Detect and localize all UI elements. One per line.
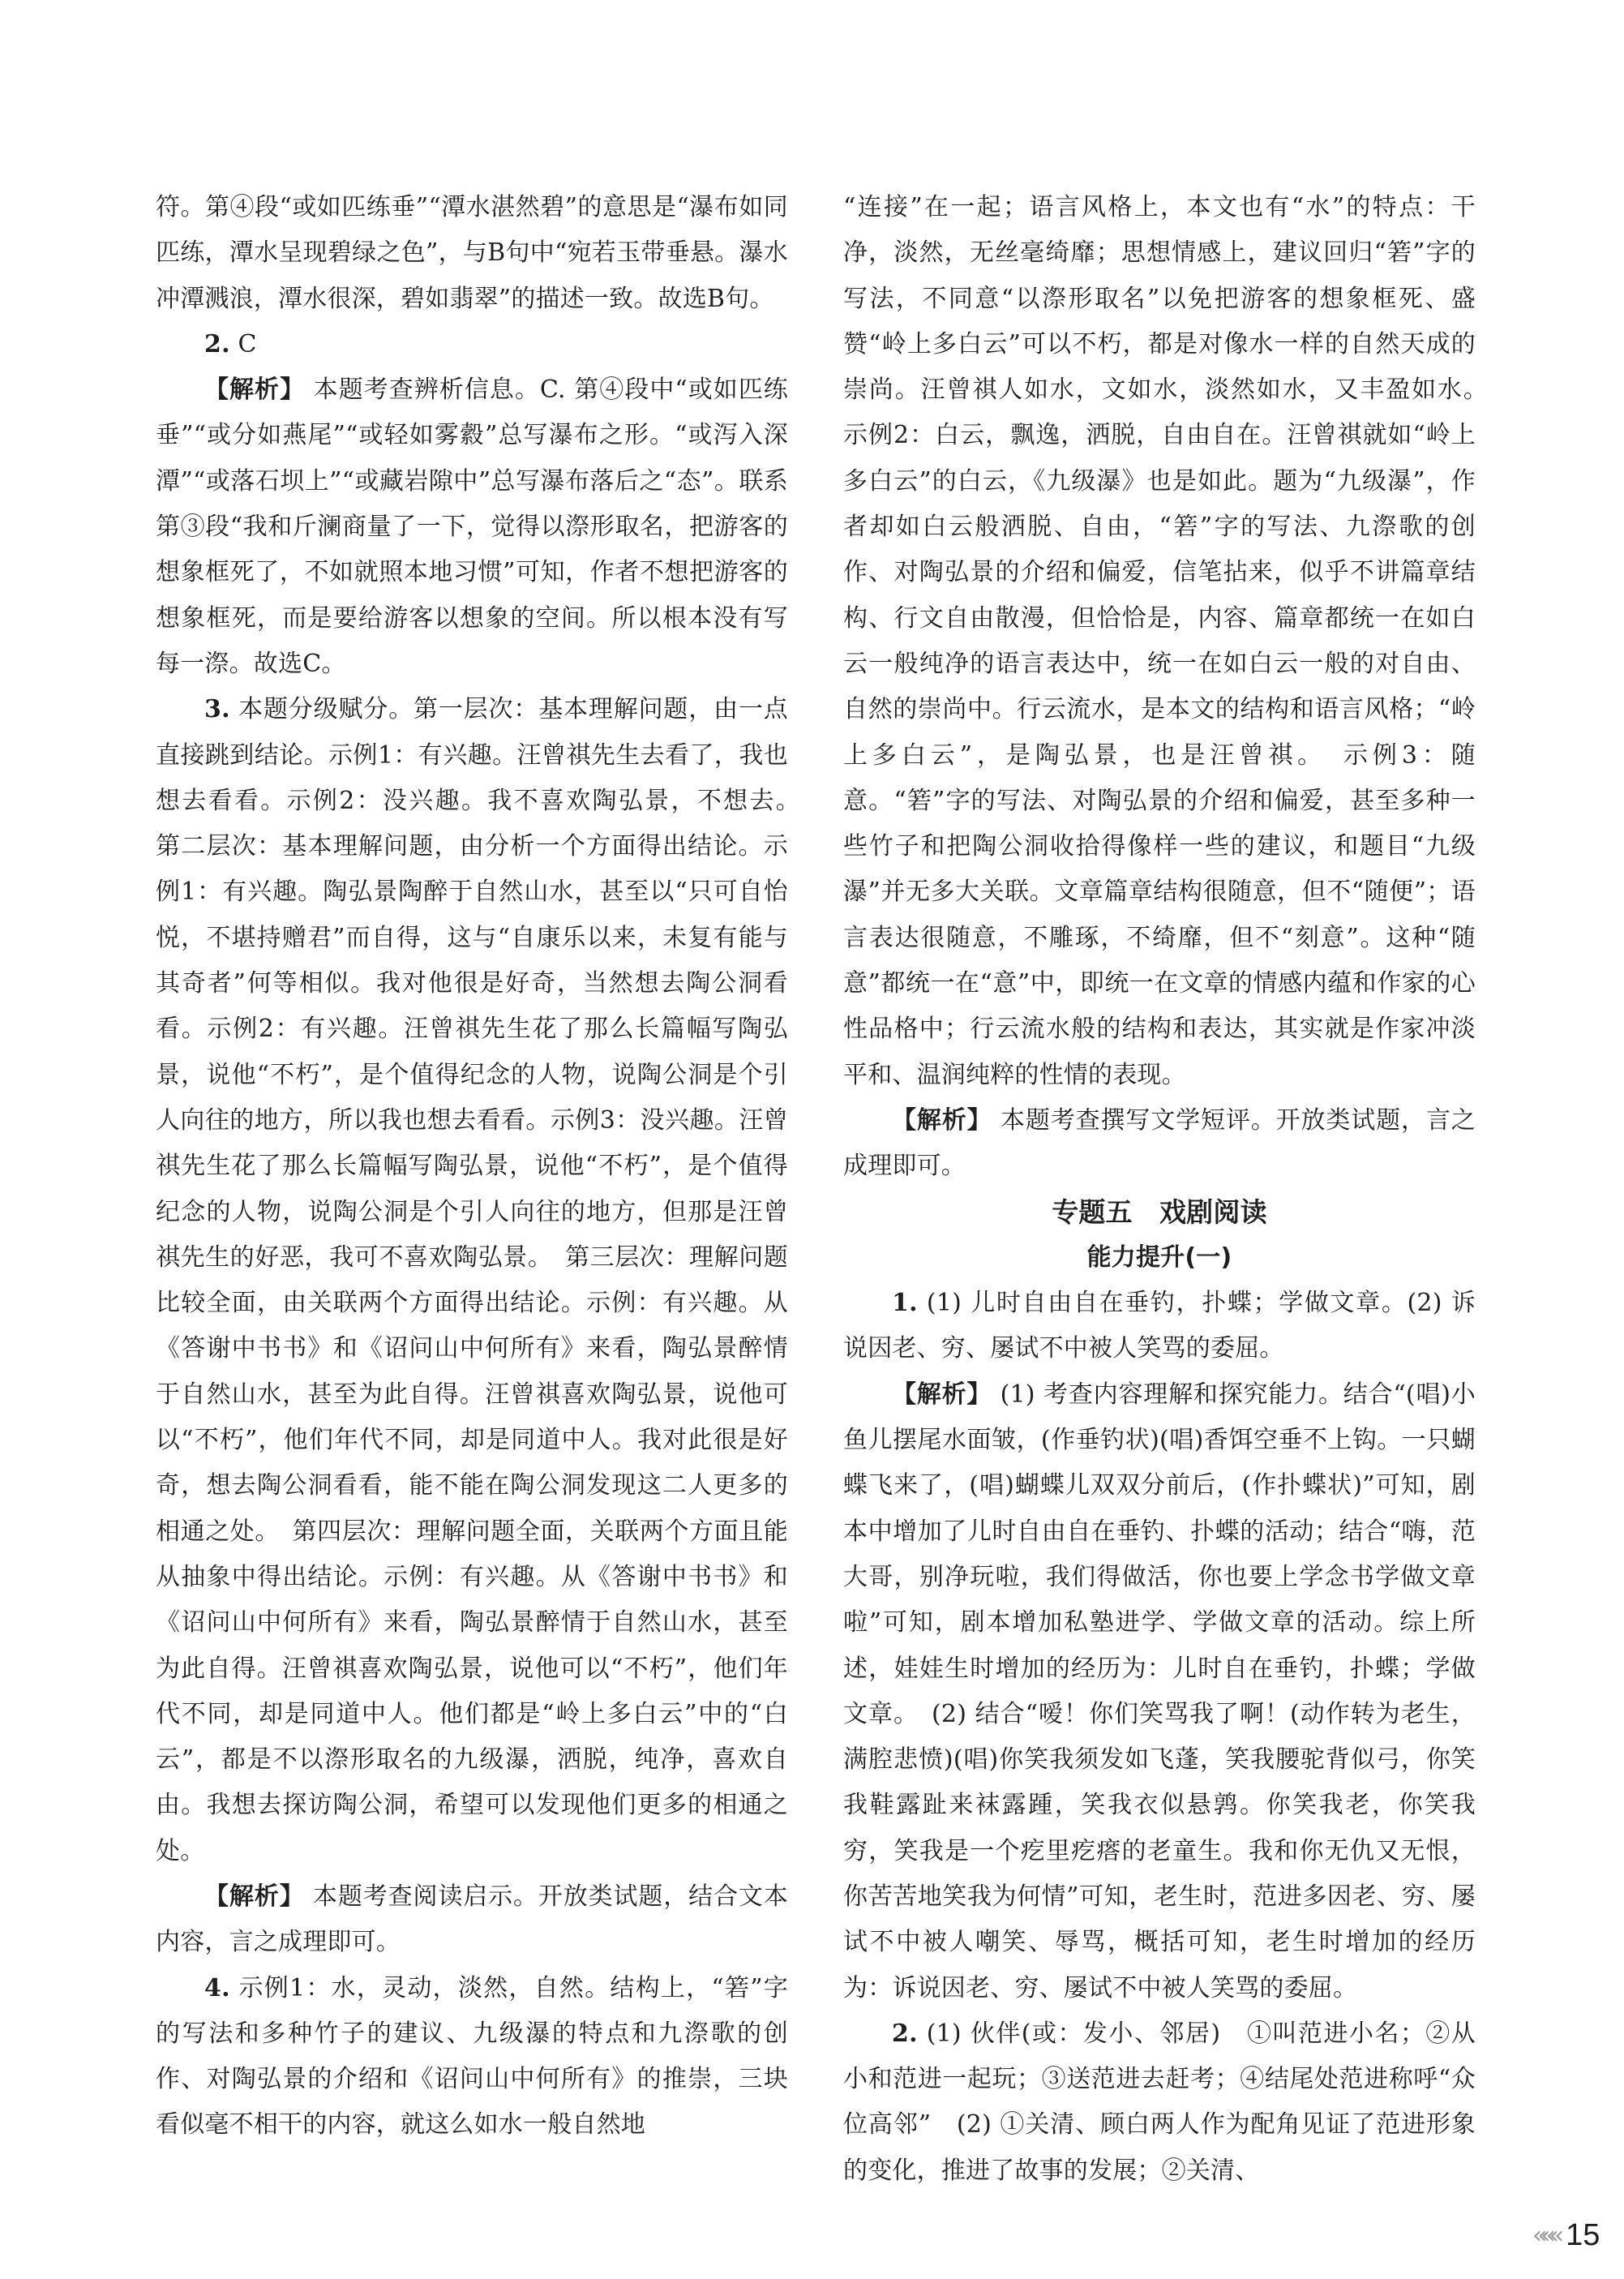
paragraph: 符。第④段“或如匹练垂”“潭水湛然碧”的意思是“瀑布如同匹练，潭水呈现碧绿之色”，与B句中“宛若玉带垂悬。瀑水冲潭溅浪，潭水很深，碧如翡翠”的描述一致。故选B句。 [156,193,788,313]
question-number: 3. [204,695,230,724]
answer-text: 本题分级赋分。第一层次：基本理解问题，由一点直接跳到结论。示例1：有兴趣。汪曾祺先生去看了，我也想去看看。示例2：没兴趣。我不喜欢陶弘景，不想去。 第二层次：基本理解问题，由分析一个方面得出结论。示例1：有兴趣。陶弘景陶醉于自然山水，甚至以“只可自怡悦，不堪持赠君”而自得，这与“自康乐以来，未复有能与其奇者”何等相似。我对他很是好奇，当然想去陶公洞看看。示例2：有兴趣。汪曾祺先生花了那么长篇幅写陶弘景，说他“不朽”，是个值得纪念的人物，说陶公洞是个引人向往的地方，所以我也想去看看。示例3：没兴趣。汪曾祺先生花了那么长篇幅写陶弘景，说他“不朽”，是个值得纪念的人物，说陶公洞是个引人向往的地方，但那是汪曾祺先生的好恶，我可不喜欢陶弘景。 第三层次：理解问题比较全面，由关联两个方面得出结论。示例：有兴趣。从《答谢中书书》和《诏问山中何所有》来看，陶弘景醉情于自然山水，甚至为此自得。汪曾祺喜欢陶弘景，说他可以“不朽”，他们年代不同，却是同道中人。我对此很是好奇，想去陶公洞看看，能不能在陶公洞发现这二人更多的相通之处。 第四层次：理解问题全面，关联两个方面且能从抽象中得出结论。示例：有兴趣。从《答谢中书书》和《诏问山中何所有》来看，陶弘景醉情于自然山水，甚至为此自得。汪曾祺喜欢陶弘景，说他可以“不朽”，他们年代不同，却是同道中人。他们都是“岭上多白云”中的“白云”，都是不以漈形取名的九级瀑，洒脱，纯净，喜欢自由。我想去探访陶公洞，希望可以发现他们更多的相通之处。 [156,695,813,1865]
analysis-text: 本题考查撰写文学短评。开放类试题，言之成理即可。 [843,1105,1476,1181]
analysis-text: 本题考查阅读启示。开放类试题，结合文本内容，言之成理即可。 [156,1882,788,1957]
analysis-3 [156,1874,788,1966]
answer-text: 示例1：水，灵动，淡然，自然。结构上，“箬”字的写法和多种竹子的建议、九级瀑的特点和九漈歌的创作、对陶弘景的介绍和《诏问山中何所有》的推崇，三块看似毫不相干的内容，就这么如水一般自然地 [156,1973,788,2140]
question-number: 2. [892,2019,918,2048]
analysis-4 [843,1098,1476,1190]
double-chevron-left-icon: ««« [1532,2221,1558,2250]
answer-4 [156,1966,788,2148]
answer-text: C [229,329,257,358]
section-title: 专题五 戏剧阅读 [1052,1195,1267,1228]
right-column [843,185,1501,2194]
analysis-tag: 【解析】 [892,1380,992,1409]
paragraph: “连接”在一起；语言风格上，本文也有“水”的特点：干净，淡然，无丝毫绮靡；思想情感上，建议回归“箬”字的写法，不同意“以漈形取名”以免把游客的想象框死、盛赞“岭上多白云”可以不朽，都是对像水一样的自然天成的崇尚。汪曾祺人如水，文如水，淡然如水，又丰盈如水。 示例2：白云，飘逸，洒脱，自由自在。汪曾祺就如“岭上多白云”的白云，《九级瀑》也是如此。题为“九级瀑”，作者却如白云般洒脱、自由，“箬”字的写法、九漈歌的创作、对陶弘景的介绍和偏爱，信笔拈来，似乎不讲篇章结构、行文自由散漫，但恰恰是，内容、篇章都统一在如白云一般纯净的语言表达中，统一在如白云一般的对自由、自然的崇尚中。行云流水，是本文的结构和语言风格；“岭上多白云”，是陶弘景，也是汪曾祺。 示例3：随意。“箬”字的写法、对陶弘景的介绍和偏爱，甚至多种一些竹子和把陶公洞收拾得像样一些的建议，和题目“九级瀑”并无多大关联。文章篇章结构很随意，但不“随便”；语言表达很随意，不雕琢，不绮靡，但不“刻意”。这种“随意”都统一在“意”中，即统一在文章的情感内蕴和作家的心性品格中；行云流水般的结构和表达，其实就是作家冲淡平和、温润纯粹的性情的表现。 [843,193,1501,1089]
analysis-2 [156,367,788,687]
analysis-tag: 【解析】 [892,1105,992,1135]
analysis-text: 本题考查辨析信息。C. 第④段中“或如匹练垂”“或分如燕尾”“或轻如雾縠”总写瀑布之形。“或泻入深潭”“或落石坝上”“或藏岩隙中”总写瀑布落后之“态”。联系第③段“我和斤澜商量了一下，觉得以漈形取名，把游客的想象框死了，不如就照本地习惯”可知，作者不想把游客的想象框死，而是要给游客以想象的空间。所以根本没有写每一漈。故选C。 [156,376,788,678]
question-number: 1. [892,1289,918,1318]
section-subtitle: 能力提升(一) [1086,1243,1232,1272]
answer-3 [156,687,813,1874]
answer-text: (1) 儿时自由自在垂钓，扑蝶；学做文章。(2) 诉说因老、穷、屡试不中被人笑骂的委屈。 [843,1289,1476,1363]
question-number: 2. [204,329,230,358]
answer-1 [843,1281,1476,1372]
question-number: 4. [204,1973,230,2002]
analysis-1 [843,1372,1476,2011]
analysis-tag: 【解析】 [204,1882,305,1911]
answer-2b [843,2011,1476,2194]
analysis-text: (1) 考查内容理解和探究能力。结合“(唱)小鱼儿摆尾水面皱，(作垂钓状)(唱)香饵空垂不上钩。一只蝴蝶飞来了，(唱)蝴蝶儿双双分前后，(作扑蝶状)”可知，剧本中增加了儿时自由自在垂钓、扑蝶的活动；结合“嗨，范大哥，别净玩啦，我们得做活，你也要上学念书学做文章啦”可知，剧本增加私塾进学、学做文章的活动。综上所述，娃娃生时增加的经历为：儿时自在垂钓，扑蝶；学做文章。 (2) 结合“嗳！你们笑骂我了啊！(动作转为老生，满腔悲愤)(唱)你笑我须发如飞蓬，笑我腰驼背似弓，你笑我鞋露趾来袜露踵，笑我衣似悬鹑。你笑我老，你笑我穷，笑我是一个疙里疙瘩的老童生。我和你无仇又无恨，你苦苦地笑我为何情”可知，老生时，范进多因老、穷、屡试不中被人嘲笑、辱骂，概括可知，老生时增加的经历为：诉说因老、穷、屡试不中被人笑骂的委屈。 [843,1380,1476,2002]
answer-text: (1) 伙伴(或：发小、邻居) ①叫范进小名；②从小和范进一起玩；③送范进去赶考；④结尾处范进称呼“众位高邻” (2) ①关清、顾白两人作为配角见证了范进形象的变化，推进了故事的发展；②关清、 [843,2019,1476,2185]
answer-2 [156,322,788,367]
left-column [156,185,813,2148]
page-footer [1532,2218,1600,2253]
analysis-tag: 【解析】 [204,376,306,405]
page-number: 15 [1566,2218,1600,2252]
